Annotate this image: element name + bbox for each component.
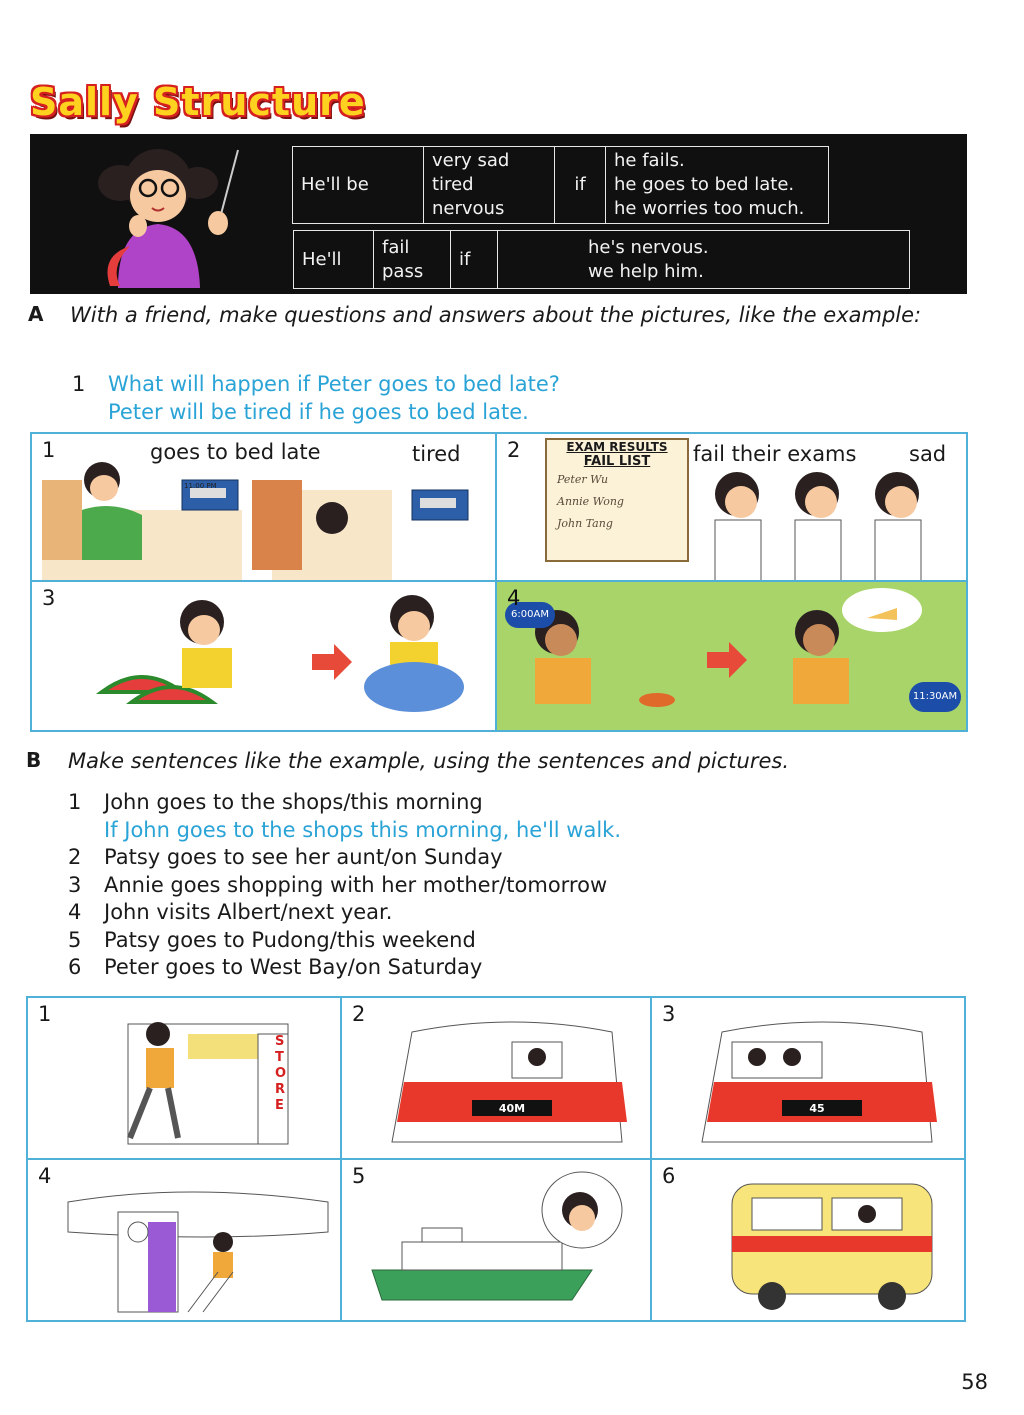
fail-list-name: Peter Wu	[557, 473, 609, 486]
section-b-instruction: Make sentences like the example, using the sentences and pictures.	[68, 749, 789, 773]
table2-verbs	[374, 231, 451, 288]
panel-caption: goes to bed late	[150, 440, 321, 464]
table1-adjectives	[424, 147, 555, 223]
panel-caption: sad	[909, 442, 947, 466]
clock-display: 11:00 PM	[184, 482, 217, 490]
panel-number: 3	[662, 1002, 676, 1026]
example-question: What will happen if Peter goes to bed late?	[108, 372, 560, 396]
sentence-number: 4	[68, 900, 82, 924]
picture-panel-6	[651, 1159, 965, 1321]
sentence-item	[68, 927, 621, 955]
sentence-item	[68, 954, 621, 982]
panel-caption: fail their exams	[693, 442, 857, 466]
store-sign: STORE	[275, 1034, 287, 1113]
panel-number: 6	[662, 1164, 676, 1188]
sentence-item	[68, 789, 621, 817]
table1-clauses	[606, 147, 828, 223]
sentence-text: Patsy goes to Pudong/this weekend	[104, 927, 476, 952]
section-a-picture-grid	[30, 432, 968, 732]
table1-adjective: very sad	[432, 150, 510, 171]
picture-panel-3	[31, 581, 496, 731]
section-a-letter: A	[28, 302, 44, 326]
section-b-sentence-list	[68, 789, 621, 982]
sentence-number: 2	[68, 845, 82, 869]
exam-results-board	[545, 438, 689, 562]
bus-illustration	[692, 1012, 942, 1157]
hungry-boy-illustration	[497, 582, 967, 731]
table2-clause: we help him.	[588, 260, 704, 282]
table1-adjective: nervous	[432, 198, 505, 219]
table1-subject: He'll be	[293, 147, 424, 223]
sentence-number: 5	[68, 927, 82, 952]
airplane-illustration	[58, 1172, 338, 1320]
panel-number: 5	[352, 1164, 366, 1188]
sentence-item	[68, 872, 621, 900]
table1-clause: he fails.	[614, 150, 685, 171]
sentence-number: 3	[68, 872, 82, 897]
table2-verb: pass	[382, 260, 424, 282]
example-sentence: If John goes to the shops this morning, he'll walk.	[104, 817, 622, 842]
sentence-item	[68, 844, 621, 872]
minibus-illustration	[712, 1174, 942, 1319]
sentence-number: 1	[68, 790, 82, 814]
sentence-text: John visits Albert/next year.	[104, 900, 393, 924]
picture-panel-1	[27, 997, 341, 1159]
panel-number: 2	[352, 1002, 366, 1026]
table1-clause: he worries too much.	[614, 198, 805, 219]
shop-illustration	[108, 1014, 328, 1154]
picture-panel-4	[496, 581, 967, 731]
bus-route-number: 40M	[498, 1102, 526, 1115]
panel-number: 4	[38, 1164, 52, 1188]
sentence-text: Patsy goes to see her aunt/on Sunday	[104, 845, 503, 869]
page-title: Sally Structure	[30, 80, 366, 124]
page-number: 58	[961, 1370, 988, 1394]
table2-clause: he's nervous.	[588, 236, 709, 258]
students-illustration	[697, 464, 957, 581]
table2-if: if	[451, 231, 498, 288]
structure-table-2	[293, 230, 910, 289]
table1-adjective: tired	[432, 174, 474, 195]
sentence-item	[68, 899, 621, 927]
fail-list-name: John Tang	[557, 517, 613, 530]
panel-number: 1	[38, 1002, 52, 1026]
table2-verb: fail	[382, 236, 410, 258]
panel-number: 1	[42, 438, 56, 462]
ferry-illustration	[362, 1170, 647, 1320]
picture-panel-1	[31, 433, 496, 581]
section-b-letter: B	[26, 748, 42, 772]
picture-panel-4	[27, 1159, 341, 1321]
bus-illustration	[382, 1012, 632, 1157]
fail-list-names	[547, 469, 687, 535]
picture-panel-3	[651, 997, 965, 1159]
sentence-number: 6	[68, 955, 82, 979]
table1-if: if	[555, 147, 606, 223]
structure-table-1	[292, 146, 829, 224]
panel-number: 4	[507, 586, 521, 610]
picture-panel-5	[341, 1159, 651, 1321]
sentence-item	[68, 817, 621, 845]
example-answer: Peter will be tired if he goes to bed late.	[108, 400, 529, 424]
sentence-text: Peter goes to West Bay/on Saturday	[104, 955, 483, 979]
fail-list-name: Annie Wong	[557, 495, 624, 508]
example-number: 1	[72, 372, 86, 396]
table2-subject: He'll	[294, 231, 374, 288]
picture-panel-2	[341, 997, 651, 1159]
table2-clauses	[498, 231, 909, 288]
sally-teacher-illustration	[80, 138, 250, 290]
board-title: EXAM RESULTS	[566, 440, 668, 454]
sentence-text: John goes to the shops/this morning	[104, 790, 483, 814]
board-subtitle: FAIL LIST	[583, 454, 651, 469]
panel-caption: tired	[412, 442, 461, 466]
panel-number: 3	[42, 586, 56, 610]
bus-route-number: 45	[809, 1102, 825, 1115]
picture-panel-2	[496, 433, 967, 581]
table1-clause: he goes to bed late.	[614, 174, 795, 195]
clock-badge: 11:30AM	[909, 682, 961, 712]
clock-badge: 6:00AM	[505, 602, 555, 628]
section-a-instruction: With a friend, make questions and answers about the pictures, like the example:	[70, 303, 922, 327]
panel-number: 2	[507, 438, 521, 462]
sentence-text: Annie goes shopping with her mother/tomorrow	[104, 872, 608, 897]
watermelon-illustration	[72, 592, 472, 731]
section-b-picture-grid	[26, 996, 966, 1322]
